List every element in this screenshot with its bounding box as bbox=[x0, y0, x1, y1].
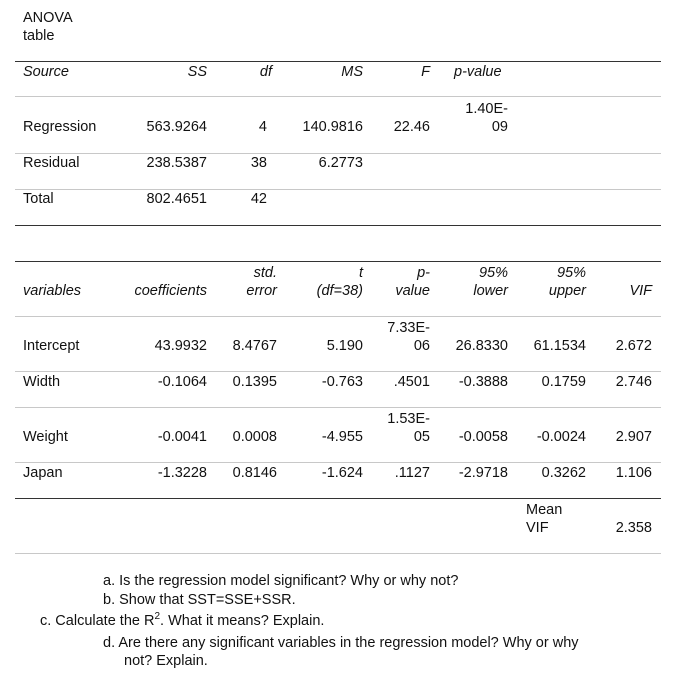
anova-row-ss: 563.9264 bbox=[146, 119, 207, 135]
anova-row-df: 42 bbox=[250, 191, 267, 207]
mean-vif-rule bbox=[15, 553, 661, 554]
coef-row-upper: 0.1759 bbox=[541, 374, 586, 390]
coef-header-lower-2: lower bbox=[473, 283, 508, 299]
coef-row-vif: 2.672 bbox=[615, 338, 652, 354]
coef-row-t: -0.763 bbox=[321, 374, 363, 390]
question-c-post: . What it means? Explain. bbox=[160, 613, 325, 629]
coef-header-p-2: value bbox=[395, 283, 430, 299]
mean-vif-label-2: VIF bbox=[526, 520, 549, 536]
coef-header-coefficients: coefficients bbox=[134, 283, 207, 299]
anova-header-df: df bbox=[259, 64, 272, 80]
coef-row-variable: Width bbox=[23, 374, 61, 390]
anova-row-ms: 140.9816 bbox=[302, 119, 363, 135]
coef-row-stderr: 0.8146 bbox=[232, 465, 277, 481]
coef-header-stderr-1: std. bbox=[253, 265, 277, 281]
coef-row-lower: -2.9718 bbox=[458, 465, 508, 481]
anova-row-pvalue-line2: 09 bbox=[491, 119, 508, 135]
coef-row-coef: -0.1064 bbox=[157, 374, 207, 390]
question-d-line1: d. Are there any significant variables in the regression model? Why or why bbox=[103, 635, 579, 651]
anova-row-ms: 6.2773 bbox=[318, 155, 363, 171]
anova-header-rule bbox=[15, 96, 661, 97]
coef-row-t: -4.955 bbox=[321, 429, 363, 445]
coef-row-vif: 2.907 bbox=[615, 429, 652, 445]
anova-row-f: 22.46 bbox=[393, 119, 430, 135]
coef-row-lower: -0.3888 bbox=[458, 374, 508, 390]
anova-row-source: Residual bbox=[23, 155, 80, 171]
anova-row-source: Regression bbox=[23, 119, 97, 135]
coef-header-lower-1: 95% bbox=[478, 265, 508, 281]
coef-row-variable: Japan bbox=[23, 465, 63, 481]
coef-header-rule bbox=[15, 316, 661, 317]
coef-row-p-line2: 05 bbox=[413, 429, 430, 445]
question-c-sup: 2 bbox=[154, 611, 161, 623]
coef-header-t-2: (df=38) bbox=[316, 283, 363, 299]
anova-top-rule bbox=[15, 61, 661, 62]
anova-header-f: F bbox=[421, 64, 430, 80]
anova-header-pvalue: p-value bbox=[454, 64, 502, 80]
anova-row-divider bbox=[15, 189, 661, 190]
coef-header-variables: variables bbox=[23, 283, 82, 299]
coef-row-variable: Weight bbox=[23, 429, 68, 445]
anova-row-source: Total bbox=[23, 191, 54, 207]
anova-row-df: 38 bbox=[250, 155, 267, 171]
coef-header-upper-2: upper bbox=[548, 283, 586, 299]
anova-title-line1: ANOVA bbox=[23, 10, 73, 26]
coef-header-p-1: p- bbox=[417, 265, 430, 281]
coef-row-vif: 2.746 bbox=[615, 374, 652, 390]
coef-row-coef: -0.0041 bbox=[157, 429, 207, 445]
coef-header-upper-1: 95% bbox=[556, 265, 586, 281]
anova-header-ss: SS bbox=[187, 64, 207, 80]
coef-row-variable: Intercept bbox=[23, 338, 80, 354]
anova-bottom-rule bbox=[15, 225, 661, 226]
coef-top-rule bbox=[15, 261, 661, 262]
anova-header-source: Source bbox=[23, 64, 69, 80]
anova-row-pvalue-line1: 1.40E- bbox=[465, 101, 508, 117]
anova-row-df: 4 bbox=[258, 119, 267, 135]
coef-row-p: .1127 bbox=[394, 465, 430, 481]
coef-row-t: 5.190 bbox=[326, 338, 363, 354]
coef-row-p: .4501 bbox=[393, 374, 430, 390]
coef-header-t-1: t bbox=[358, 265, 363, 281]
coef-row-upper: 61.1534 bbox=[533, 338, 586, 354]
coef-row-stderr: 8.4767 bbox=[232, 338, 277, 354]
coef-bottom-rule bbox=[15, 498, 661, 499]
question-b: b. Show that SST=SSE+SSR. bbox=[103, 592, 296, 608]
question-c-pre: c. Calculate the R bbox=[40, 613, 155, 629]
coef-row-divider bbox=[15, 407, 661, 408]
coef-row-upper: 0.3262 bbox=[541, 465, 586, 481]
coef-row-stderr: 0.1395 bbox=[232, 374, 277, 390]
mean-vif-value: 2.358 bbox=[615, 520, 652, 536]
mean-vif-label-1: Mean bbox=[526, 502, 563, 518]
anova-header-ms: MS bbox=[341, 64, 363, 80]
question-a: a. Is the regression model significant? Why or why not? bbox=[103, 573, 459, 589]
anova-title-line2: table bbox=[23, 28, 55, 44]
coef-row-stderr: 0.0008 bbox=[232, 429, 277, 445]
anova-row-ss: 238.5387 bbox=[146, 155, 207, 171]
coef-row-divider bbox=[15, 462, 661, 463]
coef-row-vif: 1.106 bbox=[615, 465, 652, 481]
coef-row-p-line1: 7.33E- bbox=[387, 320, 430, 336]
coef-row-divider bbox=[15, 371, 661, 372]
anova-row-divider bbox=[15, 153, 661, 154]
coef-row-lower: 26.8330 bbox=[455, 338, 508, 354]
coef-row-t: -1.624 bbox=[321, 465, 363, 481]
coef-header-vif: VIF bbox=[629, 283, 652, 299]
coef-row-p-line1: 1.53E- bbox=[387, 411, 430, 427]
coef-row-lower: -0.0058 bbox=[458, 429, 508, 445]
question-d-line2: not? Explain. bbox=[124, 653, 208, 669]
anova-row-ss: 802.4651 bbox=[146, 191, 207, 207]
coef-header-stderr-2: error bbox=[246, 283, 277, 299]
coef-row-coef: -1.3228 bbox=[157, 465, 207, 481]
coef-row-p-line2: 06 bbox=[413, 338, 430, 354]
coef-row-upper: -0.0024 bbox=[536, 429, 586, 445]
question-c bbox=[40, 613, 324, 630]
coef-row-coef: 43.9932 bbox=[154, 338, 207, 354]
